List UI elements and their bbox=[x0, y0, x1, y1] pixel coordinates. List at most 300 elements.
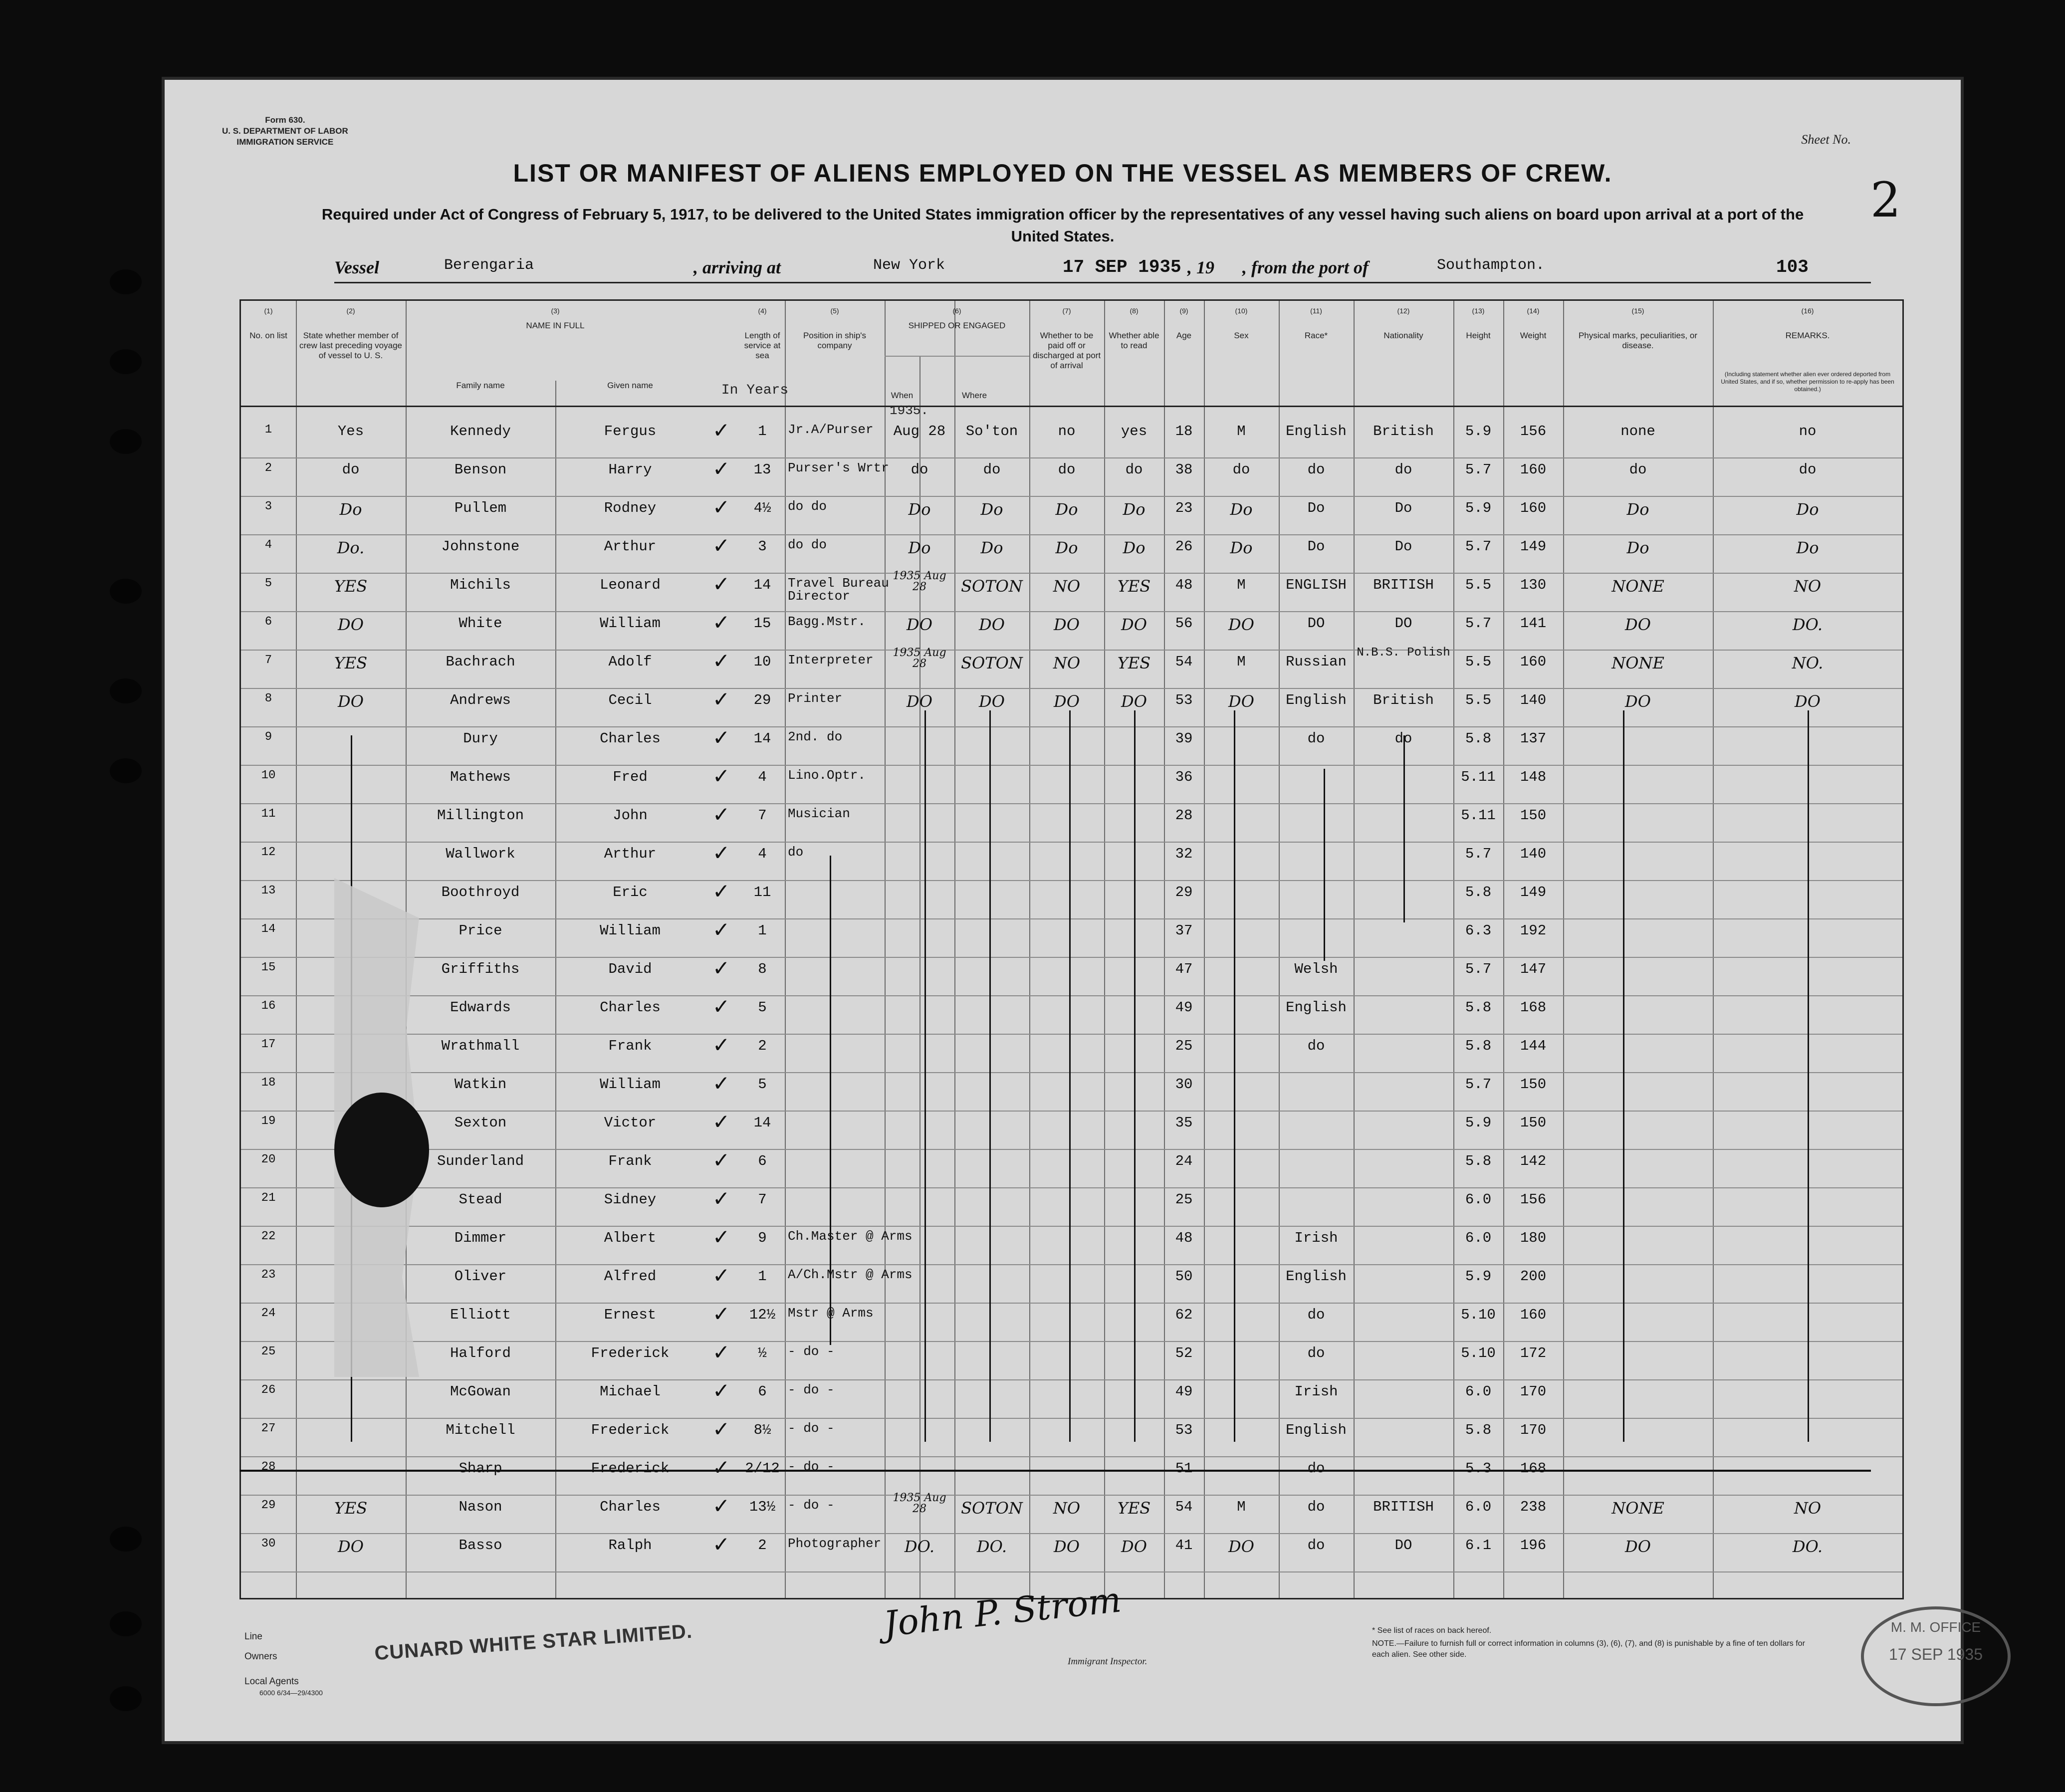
cell-given: Adolf bbox=[608, 654, 652, 670]
cell-given: Michael bbox=[600, 1383, 661, 1400]
struck-row-line bbox=[239, 1470, 1871, 1472]
name-column-rule bbox=[555, 381, 556, 1598]
cell-race: Irish bbox=[1294, 1230, 1338, 1246]
cell-weight: 192 bbox=[1520, 922, 1547, 939]
cell-years: 29 bbox=[753, 692, 771, 708]
row-rule bbox=[241, 650, 1902, 651]
cell-height: 5.8 bbox=[1465, 1422, 1492, 1438]
cell-height: 5.5 bbox=[1465, 577, 1492, 593]
binding-hole bbox=[110, 758, 142, 783]
cell-given: Frank bbox=[608, 1038, 652, 1054]
check-mark: ✓ bbox=[712, 649, 730, 673]
row-rule bbox=[241, 1187, 1902, 1188]
check-mark: ✓ bbox=[712, 1148, 730, 1172]
cell-height: 5.5 bbox=[1465, 692, 1492, 708]
cell-age: 24 bbox=[1175, 1153, 1193, 1169]
cell-given: William bbox=[600, 615, 661, 632]
service-unit: In Years bbox=[721, 383, 789, 398]
cell-position: Jr.A/Purser bbox=[788, 422, 874, 437]
races-note: * See list of races on back hereof. bbox=[1372, 1626, 1492, 1635]
ditto-stroke bbox=[1808, 710, 1809, 1442]
cell-given: Leonard bbox=[600, 577, 661, 593]
cell-weight: 130 bbox=[1520, 577, 1547, 593]
column-rule bbox=[1204, 301, 1205, 1598]
cell-weight: 150 bbox=[1520, 1115, 1547, 1131]
cell-prev: YES bbox=[334, 654, 368, 672]
cell-age: 38 bbox=[1175, 461, 1193, 478]
cell-age: 53 bbox=[1175, 1422, 1193, 1438]
cell-position: Purser's Wrtr bbox=[788, 460, 889, 475]
row-rule bbox=[241, 1111, 1902, 1112]
cell-weight: 170 bbox=[1520, 1383, 1547, 1400]
row-rule bbox=[241, 1226, 1902, 1227]
ditto-stroke bbox=[1403, 735, 1405, 922]
cell-weight: 142 bbox=[1520, 1153, 1547, 1169]
row-rule bbox=[241, 803, 1902, 804]
cell-where: DO. bbox=[976, 1537, 1007, 1556]
cell-height: 5.11 bbox=[1461, 769, 1496, 785]
arrival-date: 17 SEP 1935 bbox=[1063, 257, 1181, 277]
cell-read: YES bbox=[1117, 654, 1151, 672]
cell-height: 5.7 bbox=[1465, 846, 1492, 862]
manifest-title: LIST OR MANIFEST OF ALIENS EMPLOYED ON THE VESSEL AS MEMBERS OF CREW. bbox=[513, 159, 1612, 187]
cell-age: 49 bbox=[1175, 999, 1193, 1016]
cell-years: 8½ bbox=[753, 1422, 771, 1438]
cell-years: 13½ bbox=[749, 1499, 776, 1515]
check-mark: ✓ bbox=[712, 1186, 730, 1211]
row-rule bbox=[241, 611, 1902, 612]
cell-remarks: NO bbox=[1794, 577, 1822, 596]
cell-family: Wrathmall bbox=[441, 1038, 520, 1054]
cell-family: McGowan bbox=[450, 1383, 511, 1400]
column-number: (1) bbox=[264, 307, 273, 315]
shipped-year: 1935. bbox=[890, 403, 929, 418]
cell-no: 27 bbox=[261, 1422, 276, 1435]
vessel-label: Vessel bbox=[334, 257, 379, 277]
column-number: (16) bbox=[1801, 307, 1814, 315]
row-rule bbox=[241, 1495, 1902, 1496]
cell-no: 25 bbox=[261, 1345, 276, 1358]
cell-age: 29 bbox=[1175, 884, 1193, 900]
cell-age: 56 bbox=[1175, 615, 1193, 632]
cell-when: 1935 Aug 28 bbox=[893, 1492, 946, 1515]
column-header-c7: Whether to be paid off or discharged at port of arrival bbox=[1032, 331, 1101, 370]
cell-given: William bbox=[600, 922, 661, 939]
family-name-header: Family name bbox=[456, 381, 505, 390]
cell-height: 5.7 bbox=[1465, 1076, 1492, 1093]
cell-years: 2 bbox=[758, 1537, 767, 1554]
cell-no: 7 bbox=[264, 654, 272, 667]
cell-family: Oliver bbox=[454, 1268, 507, 1285]
cell-where: SOTON bbox=[961, 577, 1023, 596]
cell-position: Photographer bbox=[788, 1536, 882, 1551]
cell-prev: Do bbox=[339, 500, 362, 519]
cell-family: Kennedy bbox=[450, 423, 511, 440]
row-rule bbox=[241, 496, 1902, 497]
cell-years: 12½ bbox=[749, 1307, 776, 1323]
cell-weight: 147 bbox=[1520, 961, 1547, 977]
given-name-header: Given name bbox=[607, 381, 653, 390]
cell-nat: DO bbox=[1394, 1537, 1412, 1554]
column-number: (11) bbox=[1310, 307, 1322, 315]
cell-years: 2 bbox=[758, 1038, 767, 1054]
cell-no: 22 bbox=[261, 1230, 276, 1243]
binding-hole bbox=[110, 678, 142, 703]
binding-hole bbox=[110, 579, 142, 604]
cell-age: 49 bbox=[1175, 1383, 1193, 1400]
cell-years: 5 bbox=[758, 1076, 767, 1093]
column-rule bbox=[1029, 301, 1030, 1598]
cell-years: 4 bbox=[758, 769, 767, 785]
year-label: , 19 bbox=[1187, 257, 1214, 277]
cell-given: William bbox=[600, 1076, 661, 1093]
cell-age: 36 bbox=[1175, 769, 1193, 785]
cell-race: do bbox=[1307, 1038, 1325, 1054]
cell-position: - do - bbox=[788, 1459, 835, 1474]
cell-nat: BRITISH bbox=[1373, 1499, 1434, 1515]
cell-age: 51 bbox=[1175, 1460, 1193, 1477]
stamp-office: M. M. OFFICE bbox=[1890, 1619, 1981, 1635]
cell-years: 9 bbox=[758, 1230, 767, 1246]
cell-weight: 140 bbox=[1520, 846, 1547, 862]
cell-nat: N.B.S. Polish bbox=[1357, 646, 1450, 660]
cell-no: 14 bbox=[261, 922, 276, 936]
binding-hole bbox=[110, 1527, 142, 1552]
cell-weight: 156 bbox=[1520, 1191, 1547, 1208]
check-mark: ✓ bbox=[712, 1302, 730, 1326]
cell-where: SOTON bbox=[961, 654, 1023, 672]
cell-given: Victor bbox=[604, 1115, 657, 1131]
cell-family: Griffiths bbox=[441, 961, 520, 977]
cell-years: 1 bbox=[758, 1268, 767, 1285]
cell-age: 37 bbox=[1175, 922, 1193, 939]
list-number: 103 bbox=[1776, 257, 1809, 277]
cell-race: Do bbox=[1307, 538, 1325, 555]
cell-age: 32 bbox=[1175, 846, 1193, 862]
row-rule bbox=[241, 995, 1902, 996]
cell-height: 5.7 bbox=[1465, 461, 1492, 478]
cell-where: Do bbox=[980, 538, 1003, 557]
cell-race: English bbox=[1286, 1268, 1347, 1285]
cell-age: 50 bbox=[1175, 1268, 1193, 1285]
cell-no: 20 bbox=[261, 1153, 276, 1166]
cell-given: Frederick bbox=[591, 1345, 670, 1361]
crew-table bbox=[239, 299, 1904, 1599]
cell-no: 8 bbox=[264, 692, 272, 705]
cell-nat: BRITISH bbox=[1373, 577, 1434, 593]
binding-hole bbox=[110, 349, 142, 374]
cell-position: Lino.Optr. bbox=[788, 768, 866, 783]
cell-years: 14 bbox=[753, 577, 771, 593]
inspector-label: Immigrant Inspector. bbox=[1068, 1656, 1147, 1667]
cell-weight: 150 bbox=[1520, 807, 1547, 824]
cell-read: DO bbox=[1121, 1537, 1147, 1556]
column-rule bbox=[1164, 301, 1165, 1598]
check-mark: ✓ bbox=[712, 610, 730, 635]
check-mark: ✓ bbox=[712, 917, 730, 942]
cell-given: Frederick bbox=[591, 1460, 670, 1477]
cell-given: John bbox=[613, 807, 648, 824]
check-mark: ✓ bbox=[712, 841, 730, 865]
check-mark: ✓ bbox=[712, 802, 730, 827]
binding-hole bbox=[110, 1686, 142, 1711]
check-mark: ✓ bbox=[712, 1340, 730, 1364]
cell-where: SOTON bbox=[961, 1499, 1023, 1518]
vessel-line bbox=[165, 257, 1961, 282]
cell-weight: 144 bbox=[1520, 1038, 1547, 1054]
cell-family: Pullem bbox=[454, 500, 507, 516]
cell-remarks: NO bbox=[1794, 1499, 1822, 1518]
cell-given: Rodney bbox=[604, 500, 657, 516]
cell-remarks: Do bbox=[1796, 500, 1819, 519]
cell-race: Do bbox=[1307, 500, 1325, 516]
cell-weight: 148 bbox=[1520, 769, 1547, 785]
column-header-c6: SHIPPED OR ENGAGED bbox=[908, 321, 1006, 330]
cell-years: 6 bbox=[758, 1153, 767, 1169]
cell-race: do bbox=[1307, 461, 1325, 478]
check-mark: ✓ bbox=[712, 879, 730, 903]
cell-years: ½ bbox=[758, 1345, 767, 1361]
cell-years: 1 bbox=[758, 423, 767, 440]
cell-height: 6.0 bbox=[1465, 1499, 1492, 1515]
check-mark: ✓ bbox=[712, 687, 730, 711]
column-number: (10) bbox=[1235, 307, 1248, 315]
cell-weight: 170 bbox=[1520, 1422, 1547, 1438]
cell-remarks: Do bbox=[1796, 538, 1819, 557]
cell-family: White bbox=[459, 615, 502, 632]
column-number: (15) bbox=[1631, 307, 1644, 315]
cell-weight: 168 bbox=[1520, 999, 1547, 1016]
office-stamp bbox=[1861, 1606, 2011, 1706]
cell-weight: 150 bbox=[1520, 1076, 1547, 1093]
cell-nat: do bbox=[1394, 461, 1412, 478]
cell-sex: M bbox=[1237, 1499, 1246, 1515]
cell-race: do bbox=[1307, 730, 1325, 747]
check-mark: ✓ bbox=[712, 1417, 730, 1441]
cell-nat: do bbox=[1394, 730, 1412, 747]
cell-age: 39 bbox=[1175, 730, 1193, 747]
cell-no: 3 bbox=[264, 500, 272, 513]
cell-family: Benson bbox=[454, 461, 507, 478]
cell-given: Arthur bbox=[604, 846, 657, 862]
cell-height: 5.7 bbox=[1465, 538, 1492, 555]
cell-remarks: DO. bbox=[1792, 1537, 1823, 1556]
cell-marks: NONE bbox=[1611, 654, 1664, 672]
row-rule bbox=[241, 1303, 1902, 1304]
cell-family: Price bbox=[459, 922, 502, 939]
cell-no: 12 bbox=[261, 846, 276, 859]
column-number: (5) bbox=[830, 307, 839, 315]
column-number: (14) bbox=[1527, 307, 1540, 315]
cell-age: 52 bbox=[1175, 1345, 1193, 1361]
check-mark: ✓ bbox=[712, 495, 730, 519]
cell-position: Mstr @ Arms bbox=[788, 1306, 874, 1321]
row-rule bbox=[241, 1264, 1902, 1265]
cell-weight: 180 bbox=[1520, 1230, 1547, 1246]
column-rule bbox=[296, 301, 297, 1598]
cell-given: Arthur bbox=[604, 538, 657, 555]
cell-marks: NONE bbox=[1611, 1499, 1664, 1518]
cell-weight: 160 bbox=[1520, 654, 1547, 670]
arrival-port: New York bbox=[873, 257, 945, 274]
cell-no: 21 bbox=[261, 1191, 276, 1205]
cell-age: 25 bbox=[1175, 1038, 1193, 1054]
check-mark: ✓ bbox=[712, 994, 730, 1019]
cell-family: Halford bbox=[450, 1345, 511, 1361]
cell-no: 2 bbox=[264, 461, 272, 475]
ditto-stroke bbox=[1234, 710, 1235, 1442]
cell-prev: Yes bbox=[337, 423, 364, 440]
line-label: Line bbox=[244, 1631, 262, 1642]
cell-age: 54 bbox=[1175, 1499, 1193, 1515]
sheet-number: 2 bbox=[1870, 172, 1901, 228]
cell-weight: 160 bbox=[1520, 461, 1547, 478]
cell-given: Cecil bbox=[608, 692, 652, 708]
column-number: (4) bbox=[758, 307, 767, 315]
cell-no: 1 bbox=[264, 423, 272, 437]
cell-no: 15 bbox=[261, 961, 276, 974]
cell-paid: Do bbox=[1055, 538, 1078, 557]
row-rule bbox=[241, 842, 1902, 843]
form-service: IMMIGRATION SERVICE bbox=[236, 137, 334, 147]
cell-family: Basso bbox=[459, 1537, 502, 1554]
row-rule bbox=[241, 1034, 1902, 1035]
column-header-c4: Length of service at sea bbox=[744, 331, 781, 360]
cell-height: 5.9 bbox=[1465, 1268, 1492, 1285]
cell-nat: Do bbox=[1394, 500, 1412, 516]
cell-years: 14 bbox=[753, 730, 771, 747]
cell-read: do bbox=[1125, 461, 1143, 478]
check-mark: ✓ bbox=[712, 1378, 730, 1403]
column-header-c14: Weight bbox=[1520, 331, 1547, 340]
cell-position: - do - bbox=[788, 1498, 835, 1513]
cell-years: 13 bbox=[753, 461, 771, 478]
cell-nat: DO bbox=[1394, 615, 1412, 632]
cell-read: YES bbox=[1117, 1499, 1151, 1518]
cell-remarks: DO. bbox=[1792, 615, 1823, 634]
cell-no: 16 bbox=[261, 999, 276, 1013]
column-number: (13) bbox=[1472, 307, 1485, 315]
cell-sex: do bbox=[1232, 461, 1250, 478]
cell-when: DO. bbox=[904, 1537, 935, 1556]
cell-paid: DO bbox=[1054, 692, 1080, 711]
check-mark: ✓ bbox=[712, 1263, 730, 1288]
cell-height: 5.10 bbox=[1461, 1345, 1496, 1361]
column-rule bbox=[1563, 301, 1564, 1598]
column-rule bbox=[1354, 301, 1355, 1598]
cell-family: Sharp bbox=[459, 1460, 502, 1477]
cell-family: Stead bbox=[459, 1191, 502, 1208]
cell-years: 11 bbox=[753, 884, 771, 900]
cell-race: English bbox=[1286, 1422, 1347, 1438]
cell-prev: DO bbox=[338, 615, 364, 634]
cell-family: Elliott bbox=[450, 1307, 511, 1323]
cell-given: Charles bbox=[600, 1499, 661, 1515]
cell-sex: DO bbox=[1228, 615, 1254, 634]
cell-family: Bachrach bbox=[446, 654, 515, 670]
cell-given: Albert bbox=[604, 1230, 657, 1246]
agents-label: Local Agents bbox=[244, 1676, 299, 1687]
cell-age: 28 bbox=[1175, 807, 1193, 824]
cell-paid: do bbox=[1058, 461, 1076, 478]
cell-paid: Do bbox=[1055, 500, 1078, 519]
cell-when: do bbox=[911, 461, 928, 478]
cell-age: 26 bbox=[1175, 538, 1193, 555]
cell-years: 3 bbox=[758, 538, 767, 555]
cell-given: Ralph bbox=[608, 1537, 652, 1554]
cell-position: - do - bbox=[788, 1382, 835, 1397]
cell-family: Wallwork bbox=[446, 846, 515, 862]
cell-height: 5.3 bbox=[1465, 1460, 1492, 1477]
shipped-header-rule bbox=[885, 356, 1029, 357]
row-rule bbox=[241, 534, 1902, 535]
cell-position: do do bbox=[788, 499, 827, 514]
cell-position: - do - bbox=[788, 1421, 835, 1436]
ditto-stroke bbox=[989, 710, 991, 1442]
cell-prev: Do. bbox=[337, 538, 365, 557]
check-mark: ✓ bbox=[712, 1110, 730, 1134]
cell-family: Millington bbox=[437, 807, 524, 824]
check-mark: ✓ bbox=[712, 1033, 730, 1057]
cell-given: Fred bbox=[613, 769, 648, 785]
cell-sex: Do bbox=[1230, 538, 1253, 557]
check-mark: ✓ bbox=[712, 1494, 730, 1518]
column-header-c3: NAME IN FULL bbox=[526, 321, 585, 330]
cell-when: Aug 28 bbox=[893, 423, 946, 440]
cell-position: Musician bbox=[788, 806, 850, 821]
cell-sex: Do bbox=[1230, 500, 1253, 519]
from-port-label: , from the port of bbox=[1242, 257, 1369, 277]
column-number: (12) bbox=[1397, 307, 1410, 315]
cell-paid: NO bbox=[1053, 1499, 1081, 1518]
when-header: When bbox=[891, 391, 914, 400]
cell-no: 24 bbox=[261, 1307, 276, 1320]
wax-seal bbox=[334, 1093, 429, 1207]
cell-race: Russian bbox=[1286, 654, 1347, 670]
cell-sex: DO bbox=[1228, 1537, 1254, 1556]
cell-paid: NO bbox=[1053, 654, 1081, 672]
column-header-c10: Sex bbox=[1234, 331, 1249, 340]
row-rule bbox=[241, 1341, 1902, 1342]
cell-age: 41 bbox=[1175, 1537, 1193, 1554]
cell-marks: Do bbox=[1626, 500, 1649, 519]
column-number: (7) bbox=[1062, 307, 1071, 315]
penalty-note: NOTE.—Failure to furnish full or correct information in columns (3), (6), (7), and (8) is punishable by a fine of ten dollars for each alien. See other side. bbox=[1372, 1639, 1805, 1659]
column-header-c5: Position in ship's company bbox=[803, 331, 867, 350]
cunard-stamp: CUNARD WHITE STAR LIMITED. bbox=[374, 1620, 693, 1665]
cell-family: Michils bbox=[450, 577, 511, 593]
form-identifier bbox=[222, 115, 348, 148]
column-number: (9) bbox=[1179, 307, 1188, 315]
cell-sex: M bbox=[1237, 423, 1246, 440]
cell-years: 5 bbox=[758, 999, 767, 1016]
cell-race: English bbox=[1286, 423, 1347, 440]
row-rule bbox=[241, 1456, 1902, 1457]
vessel-rule bbox=[334, 282, 1871, 283]
cell-years: 4½ bbox=[753, 500, 771, 516]
cell-age: 35 bbox=[1175, 1115, 1193, 1131]
cell-family: Mathews bbox=[450, 769, 511, 785]
column-header-c16: REMARKS. bbox=[1785, 331, 1830, 340]
cell-family: Andrews bbox=[450, 692, 511, 708]
cell-paid: no bbox=[1058, 423, 1076, 440]
cell-weight: 172 bbox=[1520, 1345, 1547, 1361]
cell-age: 48 bbox=[1175, 1230, 1193, 1246]
cell-height: 5.11 bbox=[1461, 807, 1496, 824]
cell-family: Dury bbox=[463, 730, 498, 747]
cell-weight: 149 bbox=[1520, 538, 1547, 555]
remarks-note: (Including statement whether alien ever ordered deported from United States, and if so, whether permission to re-apply has been obtained.) bbox=[1721, 371, 1894, 393]
